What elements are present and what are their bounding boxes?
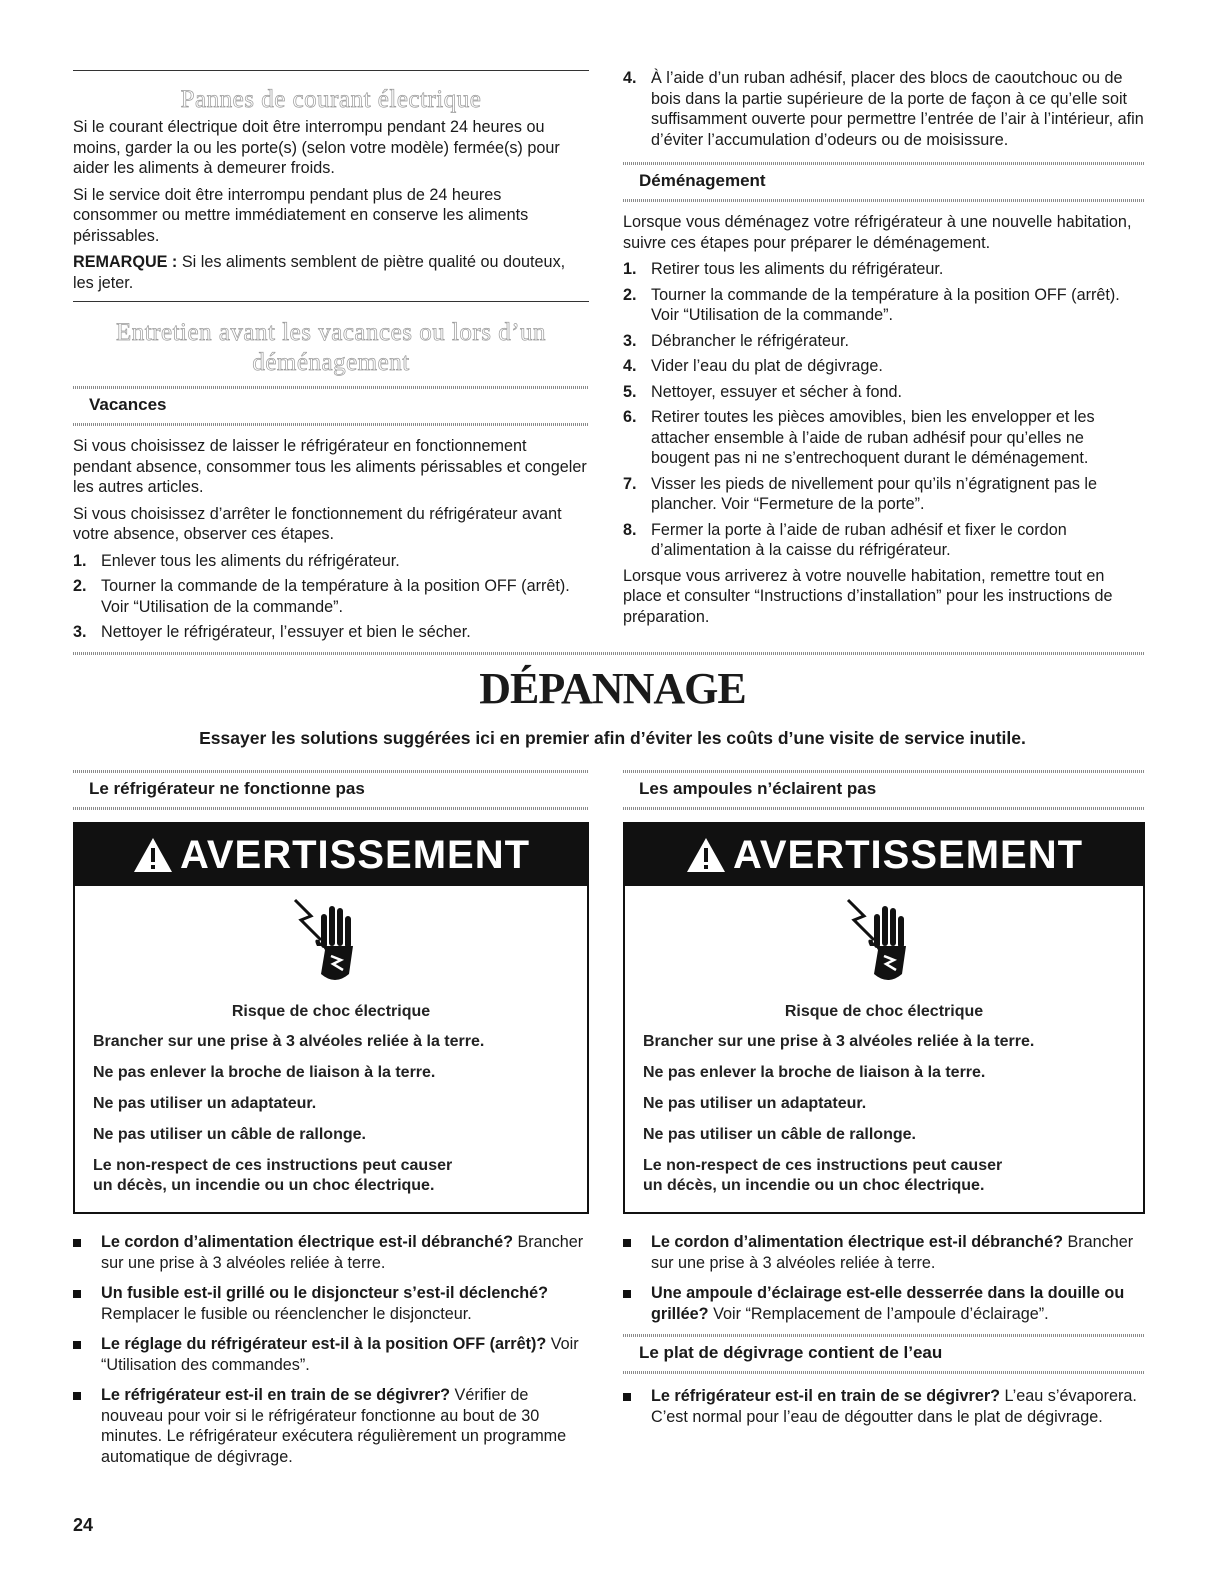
warning-triangle-icon bbox=[685, 836, 727, 874]
note-label: REMARQUE : bbox=[73, 253, 178, 271]
warning-consequence: Le non-respect de ces instructions peut causer un décès, un incendie ou un choc électrique. bbox=[93, 1157, 453, 1194]
section-heading: Le réfrigérateur ne fonctionne pas bbox=[89, 779, 365, 798]
list-item: Le réglage du réfrigérateur est-il à la position OFF (arrêt)? Voir “Utilisation des commandes”. bbox=[73, 1334, 589, 1375]
list-item: 4. À l’aide d’un ruban adhésif, placer des blocs de caoutchouc ou de bois dans la partie supérieure de la porte de façon à ce qu’elle soit suffisamment ouverte pour permettre l’entrée de l’air à l’intérieur, afin d’éviter l’accumulation d’odeurs ou de moisissure. bbox=[623, 69, 1144, 149]
list-item: Un fusible est-il grillé ou le disjoncteur s’est-il déclenché? Remplacer le fusible ou réenclencher le disjoncteur. bbox=[73, 1283, 589, 1324]
vacation-paragraph-2: Si vous choisissez d’arrêter le fonctionnement du réfrigérateur avant votre absence, observer ces étapes. bbox=[73, 504, 562, 543]
troubleshooting-list bbox=[73, 1232, 589, 1467]
warning-line: Ne pas utiliser un câble de rallonge. bbox=[643, 1126, 916, 1143]
page-subtitle: Essayer les solutions suggérées ici en premier afin d’éviter les coûts d’une visite de service inutile. bbox=[199, 728, 1026, 748]
dotted-divider bbox=[623, 199, 1145, 202]
moving-steps bbox=[623, 259, 1145, 561]
warning-line: Ne pas utiliser un adaptateur. bbox=[93, 1095, 317, 1112]
warning-line: Ne pas enlever la broche de liaison à la terre. bbox=[643, 1064, 986, 1081]
care-title-line-1: Entretien avant les vacances ou lors d’un bbox=[115, 319, 547, 346]
dotted-divider bbox=[623, 1371, 1145, 1374]
list-item: 1. Retirer tous les aliments du réfrigérateur. bbox=[623, 260, 944, 278]
care-title-line-2: déménagement bbox=[252, 349, 410, 376]
troubleshooting-list bbox=[623, 1232, 1145, 1324]
divider bbox=[73, 70, 589, 71]
warning-risk: Risque de choc électrique bbox=[784, 1003, 984, 1020]
vacances-heading: Vacances bbox=[89, 395, 167, 414]
divider bbox=[73, 301, 589, 302]
list-item: 2. Tourner la commande de la température à la position OFF (arrêt). Voir “Utilisation de la commande”. bbox=[623, 285, 1120, 324]
warning-consequence: Le non-respect de ces instructions peut causer un décès, un incendie ou un choc électrique. bbox=[643, 1157, 1003, 1194]
dotted-divider bbox=[73, 652, 1145, 655]
list-item: Le réfrigérateur est-il en train de se dégivrer? Vérifier de nouveau pour voir si le réfrigérateur fonctionne au bout de 30 minutes. Le réfrigérateur exécutera régulièrement un programme automatique de dégivrage. bbox=[73, 1385, 589, 1467]
dotted-divider bbox=[73, 770, 589, 773]
list-item: 4. Vider l’eau du plat de dégivrage. bbox=[623, 357, 883, 375]
section-heading: Le plat de dégivrage contient de l’eau bbox=[639, 1343, 943, 1362]
vacation-steps bbox=[73, 551, 589, 643]
note-text: Si les aliments semblent de piètre qualité ou douteux, les jeter. bbox=[73, 253, 566, 292]
list-item: 8. Fermer la porte à l’aide de ruban adhésif et fixer le cordon d’alimentation à la caisse du réfrigérateur. bbox=[623, 520, 1067, 559]
warning-header bbox=[75, 824, 587, 886]
left-bottom-column bbox=[73, 770, 589, 1477]
dotted-divider bbox=[623, 162, 1145, 165]
dotted-divider bbox=[623, 807, 1145, 810]
list-item: 3. Débrancher le réfrigérateur. bbox=[623, 331, 849, 350]
warning-risk: Risque de choc électrique bbox=[231, 1003, 431, 1020]
list-item: 6. Retirer toutes les pièces amovibles, bien les envelopper et les attacher ensemble à l’aide de ruban adhésif pour qu’elles ne bougent pas ni ne s’entrechoquent durant le déménagement. bbox=[623, 408, 1095, 467]
moving-outro: Lorsque vous arriverez à votre nouvelle habitation, remettre tout en place et consulter “Instructions d’installation” pour les instructions de préparation. bbox=[623, 566, 1113, 626]
list-item: 7. Visser les pieds de nivellement pour qu’ils n’égratignent pas le plancher. Voir “Fermeture de la porte”. bbox=[623, 474, 1098, 513]
moving-heading: Déménagement bbox=[639, 171, 766, 190]
warning-line: Ne pas enlever la broche de liaison à la terre. bbox=[93, 1064, 436, 1081]
dotted-divider bbox=[623, 770, 1145, 773]
dotted-divider bbox=[623, 1334, 1145, 1337]
right-top-column bbox=[623, 68, 1145, 633]
list-item: Le réfrigérateur est-il en train de se dégivrer? L’eau s’évaporera. C’est normal pour l’eau de dégoutter dans le plat de dégivrage. bbox=[623, 1386, 1145, 1427]
troubleshooting-list bbox=[623, 1386, 1145, 1427]
right-bottom-column bbox=[623, 770, 1145, 1437]
moving-intro: Lorsque vous déménagez votre réfrigérateur à une nouvelle habitation, suivre ces étapes pour préparer le déménagement. bbox=[623, 213, 1132, 252]
list-item: 1. Enlever tous les aliments du réfrigérateur. bbox=[73, 551, 400, 570]
warning-box bbox=[73, 822, 589, 1214]
warning-line: Ne pas utiliser un câble de rallonge. bbox=[93, 1126, 366, 1143]
warning-line: Ne pas utiliser un adaptateur. bbox=[643, 1095, 867, 1112]
list-item: Le cordon d’alimentation électrique est-il débranché? Brancher sur une prise à 3 alvéoles reliée à terre. bbox=[623, 1232, 1145, 1273]
warning-triangle-icon bbox=[132, 836, 174, 874]
list-item: 2. Tourner la commande de la température à la position OFF (arrêt). Voir “Utilisation de la commande”. bbox=[73, 577, 570, 616]
warning-label: AVERTISSEMENT bbox=[732, 832, 1084, 877]
electric-shock-hand-icon bbox=[93, 894, 569, 994]
list-item: Le cordon d’alimentation électrique est-il débranché? Brancher sur une prise à 3 alvéoles reliée à terre. bbox=[73, 1232, 589, 1273]
vacation-step-4 bbox=[623, 68, 1145, 150]
electric-shock-hand-icon bbox=[643, 894, 1125, 994]
list-item: 5. Nettoyer, essuyer et sécher à fond. bbox=[623, 382, 903, 401]
warning-label: AVERTISSEMENT bbox=[179, 832, 531, 877]
warning-box bbox=[623, 822, 1145, 1214]
power-paragraph-1: Si le courant électrique doit être interrompu pendant 24 heures ou moins, garder la ou les porte(s) (selon votre modèle) fermée(s) pour aider les aliments à demeurer froids. bbox=[73, 118, 560, 177]
warning-header bbox=[625, 824, 1143, 886]
page-number: 24 bbox=[73, 1515, 94, 1535]
list-item: 3. Nettoyer le réfrigérateur, l’essuyer et bien le sécher. bbox=[73, 623, 471, 641]
vacation-paragraph-1: Si vous choisissez de laisser le réfrigérateur en fonctionnement pendant absence, consommer tous les aliments périssables et congeler les autres articles. bbox=[73, 437, 587, 496]
power-outage-title: Pannes de courant électrique bbox=[180, 86, 482, 113]
left-top-column bbox=[73, 70, 589, 648]
list-item: Une ampoule d’éclairage est-elle desserrée dans la douille ou grillée? Voir “Remplacement de l’ampoule d’éclairage”. bbox=[623, 1283, 1145, 1324]
dotted-divider bbox=[73, 807, 589, 810]
dotted-divider bbox=[73, 423, 589, 426]
page-title: DÉPANNAGE bbox=[479, 664, 746, 713]
section-heading: Les ampoules n’éclairent pas bbox=[639, 779, 877, 798]
dotted-divider bbox=[73, 386, 589, 389]
warning-line: Brancher sur une prise à 3 alvéoles reliée à la terre. bbox=[93, 1033, 485, 1050]
note-paragraph bbox=[73, 252, 589, 293]
power-paragraph-2: Si le service doit être interrompu pendant plus de 24 heures consommer ou mettre immédiatement en conserve les aliments périssables. bbox=[73, 185, 529, 245]
warning-line: Brancher sur une prise à 3 alvéoles reliée à la terre. bbox=[643, 1033, 1035, 1050]
